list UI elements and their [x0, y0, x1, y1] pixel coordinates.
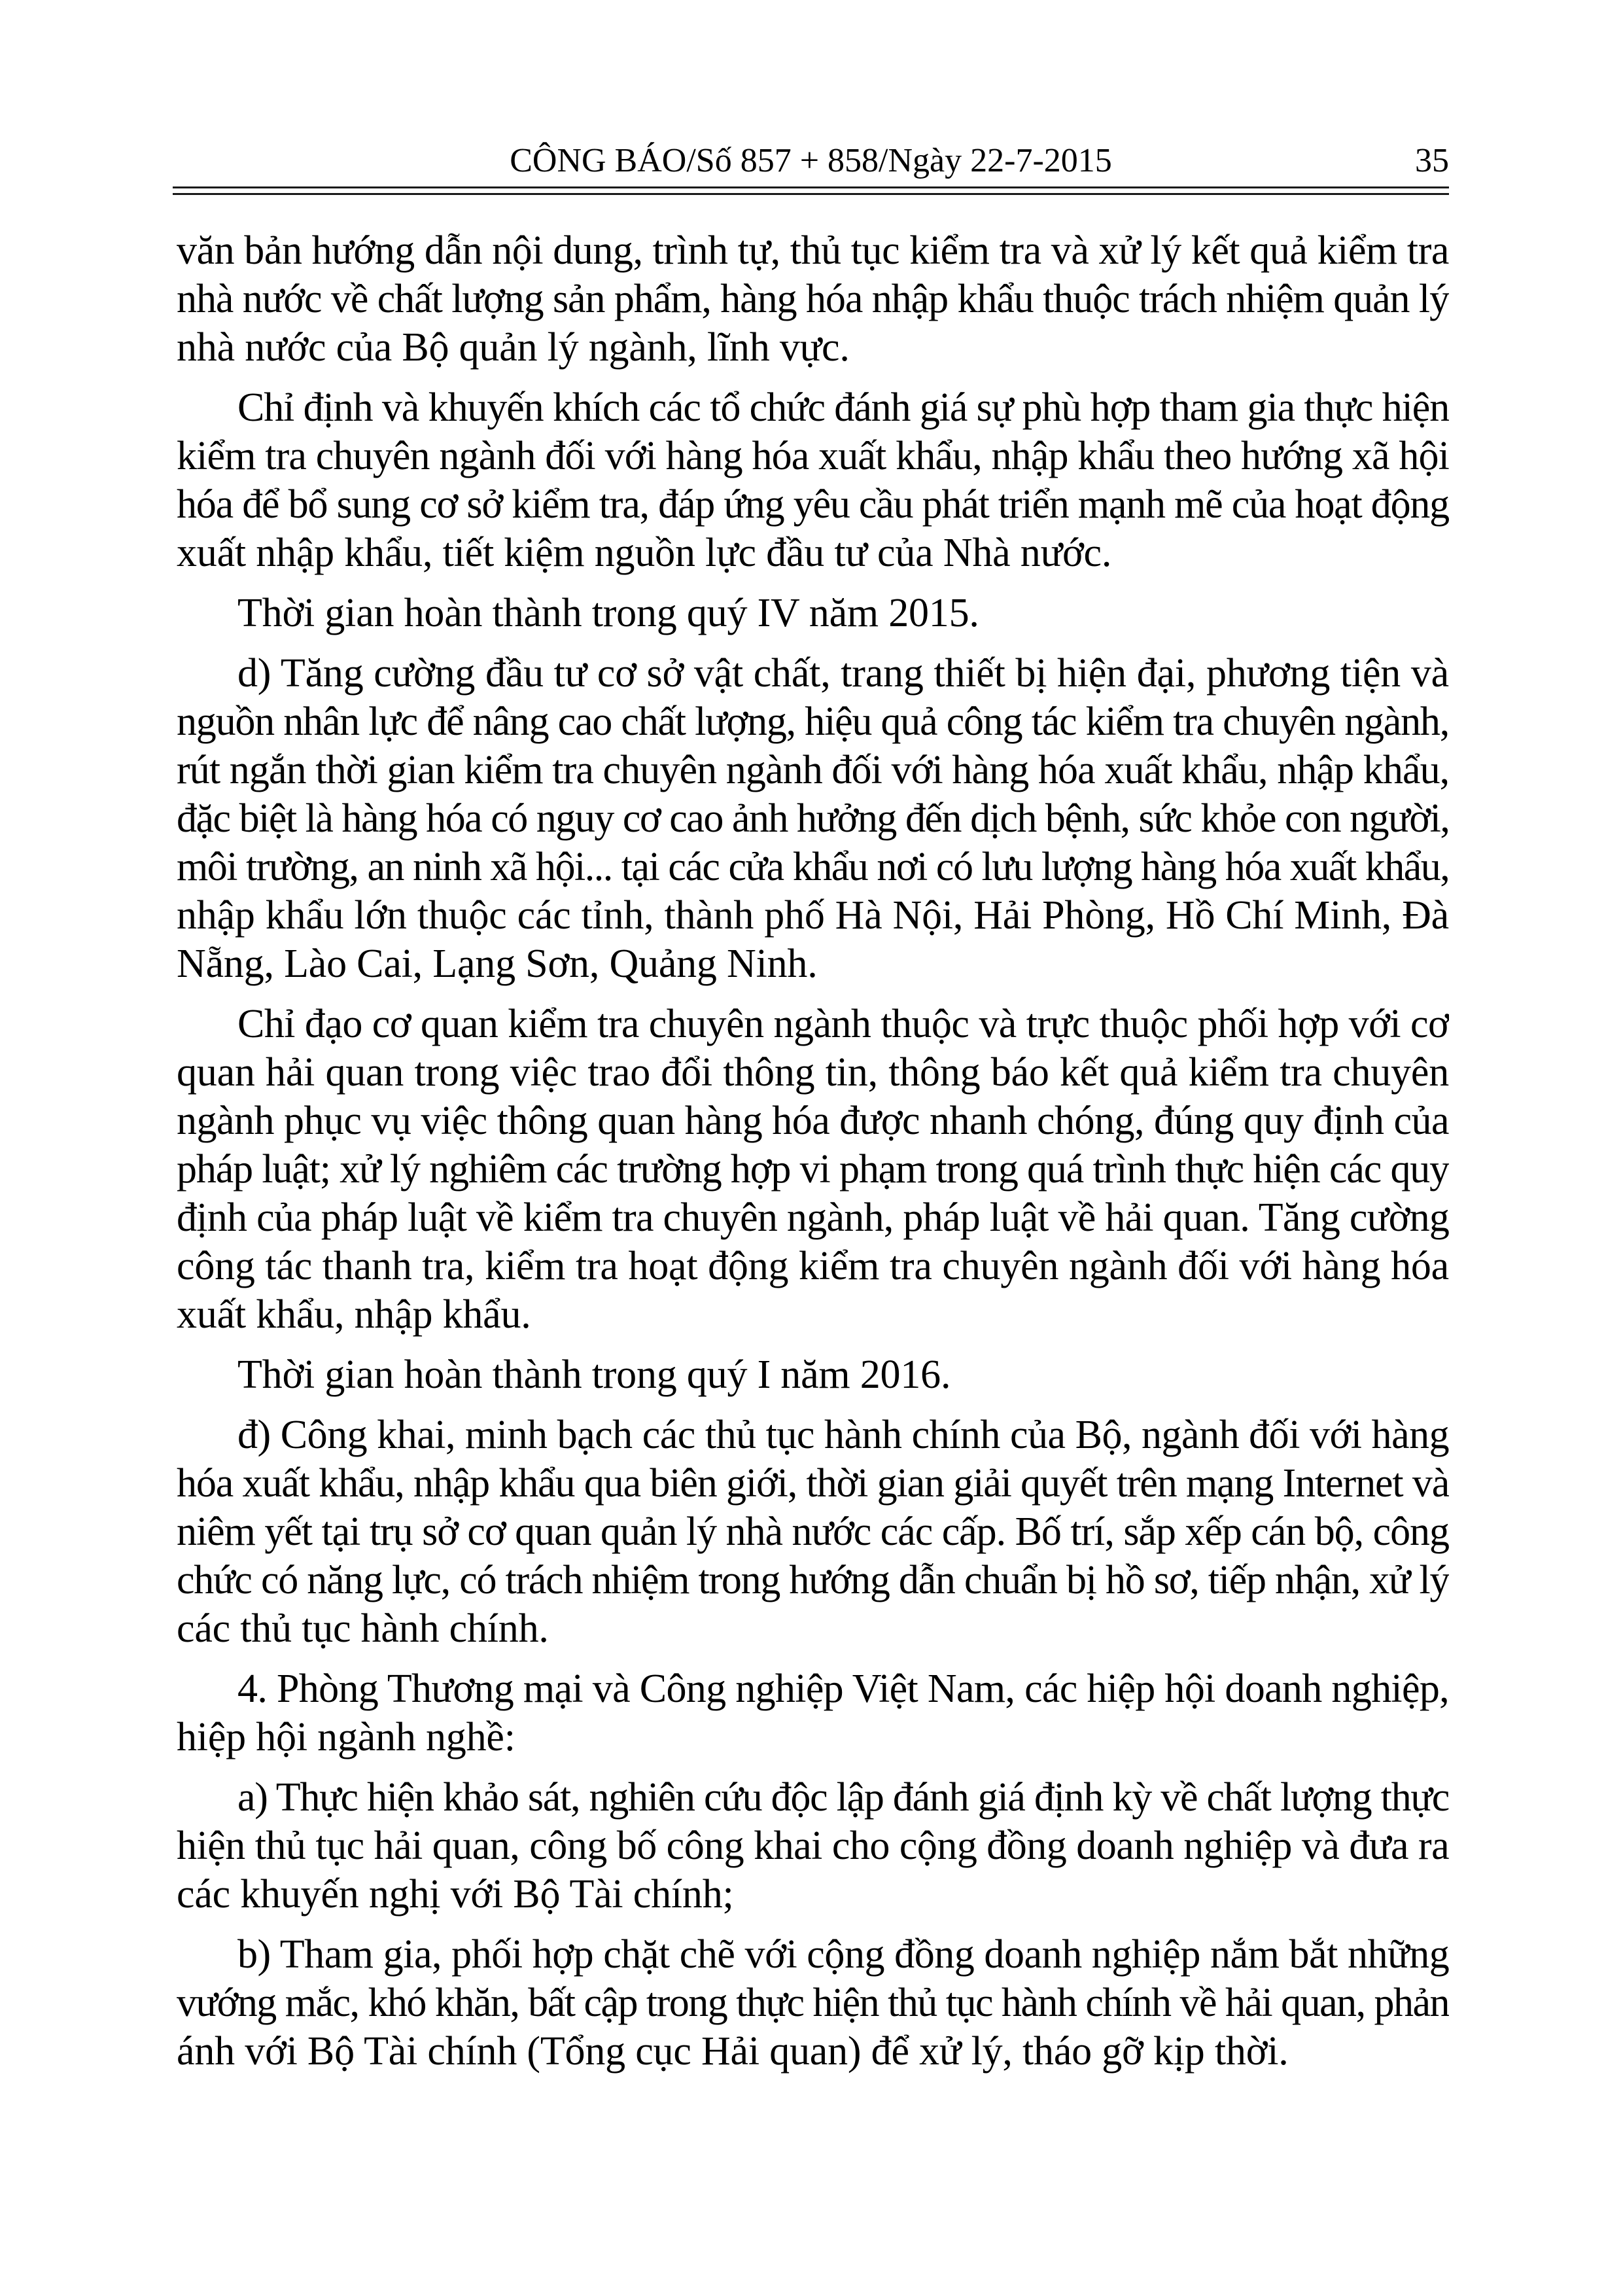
header-rule-top [173, 186, 1449, 188]
text-line: xuất nhập khẩu, tiết kiệm nguồn lực đầu tư của Nhà nước. [177, 531, 1112, 575]
text-line: kiểm tra chuyên ngành đối với hàng hóa xuất khẩu, nhập khẩu theo hướng xã hội [177, 434, 1449, 478]
paragraph [177, 226, 1449, 372]
page-header [173, 140, 1449, 182]
text-line: b) Tham gia, phối hợp chặt chẽ với cộng đồng doanh nghiệp nắm bắt những [237, 1932, 1449, 1977]
text-line: hóa để bổ sung cơ sở kiểm tra, đáp ứng yêu cầu phát triển mạnh mẽ của hoạt động [177, 482, 1449, 527]
paragraph [177, 1411, 1449, 1653]
text-line: nhà nước về chất lượng sản phẩm, hàng hóa nhập khẩu thuộc trách nhiệm quản lý [177, 277, 1449, 321]
gazette-header-title: CÔNG BÁO/Số 857 + 858/Ngày 22-7-2015 [510, 142, 1112, 179]
text-line: các thủ tục hành chính. [177, 1606, 549, 1651]
paragraph [177, 1000, 1449, 1339]
text-line: nhập khẩu lớn thuộc các tỉnh, thành phố Hà Nội, Hải Phòng, Hồ Chí Minh, Đà [177, 893, 1449, 938]
page-number: 35 [1415, 142, 1449, 179]
paragraph [177, 383, 1449, 577]
document-body [177, 226, 1449, 2087]
text-line: ngành phục vụ việc thông quan hàng hóa được nhanh chóng, đúng quy định của [177, 1099, 1449, 1143]
text-line: quan hải quan trong việc trao đổi thông tin, thông báo kết quả kiểm tra chuyên [177, 1050, 1449, 1095]
paragraph [177, 649, 1449, 988]
text-line: nguồn nhân lực để nâng cao chất lượng, hiệu quả công tác kiểm tra chuyên ngành, [177, 699, 1449, 744]
text-line: đặc biệt là hàng hóa có nguy cơ cao ảnh hưởng đến dịch bệnh, sức khỏe con người, [177, 796, 1449, 841]
text-line: công tác thanh tra, kiểm tra hoạt động kiểm tra chuyên ngành đối với hàng hóa [177, 1244, 1449, 1288]
text-line: Chỉ đạo cơ quan kiểm tra chuyên ngành thuộc và trực thuộc phối hợp với cơ [237, 1002, 1449, 1046]
text-line: rút ngắn thời gian kiểm tra chuyên ngành đối với hàng hóa xuất khẩu, nhập khẩu, [177, 748, 1449, 792]
text-line: vướng mắc, khó khăn, bất cập trong thực hiện thủ tục hành chính về hải quan, phản [177, 1981, 1449, 2025]
paragraph [177, 1773, 1449, 1918]
text-line: a) Thực hiện khảo sát, nghiên cứu độc lập đánh giá định kỳ về chất lượng thực [237, 1775, 1449, 1820]
text-line: đ) Công khai, minh bạch các thủ tục hành chính của Bộ, ngành đối với hàng [237, 1413, 1449, 1457]
text-line: các khuyến nghị với Bộ Tài chính; [177, 1872, 734, 1916]
text-line: nhà nước của Bộ quản lý ngành, lĩnh vực. [177, 325, 850, 370]
text-line: định của pháp luật về kiểm tra chuyên ngành, pháp luật về hải quan. Tăng cường [177, 1195, 1449, 1240]
text-line: pháp luật; xử lý nghiêm các trường hợp vi phạm trong quá trình thực hiện các quy [177, 1147, 1449, 1192]
text-line: văn bản hướng dẫn nội dung, trình tự, thủ tục kiểm tra và xử lý kết quả kiểm tra [177, 228, 1449, 273]
text-line: niêm yết tại trụ sở cơ quan quản lý nhà nước các cấp. Bố trí, sắp xếp cán bộ, công [177, 1510, 1449, 1554]
text-line: hiện thủ tục hải quan, công bố công khai cho cộng đồng doanh nghiệp và đưa ra [177, 1824, 1449, 1868]
text-line: Nẵng, Lào Cai, Lạng Sơn, Quảng Ninh. [177, 942, 818, 986]
text-line: Thời gian hoàn thành trong quý I năm 2016. [237, 1352, 951, 1397]
paragraph [177, 589, 1449, 637]
text-line: hiệp hội ngành nghề: [177, 1715, 515, 1759]
text-line: Thời gian hoàn thành trong quý IV năm 2015. [237, 591, 979, 635]
text-line: chức có năng lực, có trách nhiệm trong hướng dẫn chuẩn bị hồ sơ, tiếp nhận, xử lý [177, 1558, 1449, 1602]
text-line: d) Tăng cường đầu tư cơ sở vật chất, trang thiết bị hiện đại, phương tiện và [237, 651, 1449, 696]
text-line: môi trường, an ninh xã hội... tại các cửa khẩu nơi có lưu lượng hàng hóa xuất khẩu, [177, 845, 1449, 889]
text-line: Chỉ định và khuyến khích các tổ chức đánh giá sự phù hợp tham gia thực hiện [237, 385, 1449, 430]
text-line: ánh với Bộ Tài chính (Tổng cục Hải quan) để xử lý, tháo gỡ kịp thời. [177, 2029, 1289, 2074]
paragraph [177, 1665, 1449, 1761]
header-rule-bottom [173, 193, 1449, 195]
text-line: 4. Phòng Thương mại và Công nghiệp Việt Nam, các hiệp hội doanh nghiệp, [237, 1667, 1449, 1711]
text-line: xuất khẩu, nhập khẩu. [177, 1292, 531, 1337]
paragraph [177, 1351, 1449, 1399]
text-line: hóa xuất khẩu, nhập khẩu qua biên giới, thời gian giải quyết trên mạng Internet và [177, 1461, 1449, 1506]
paragraph [177, 1930, 1449, 2075]
